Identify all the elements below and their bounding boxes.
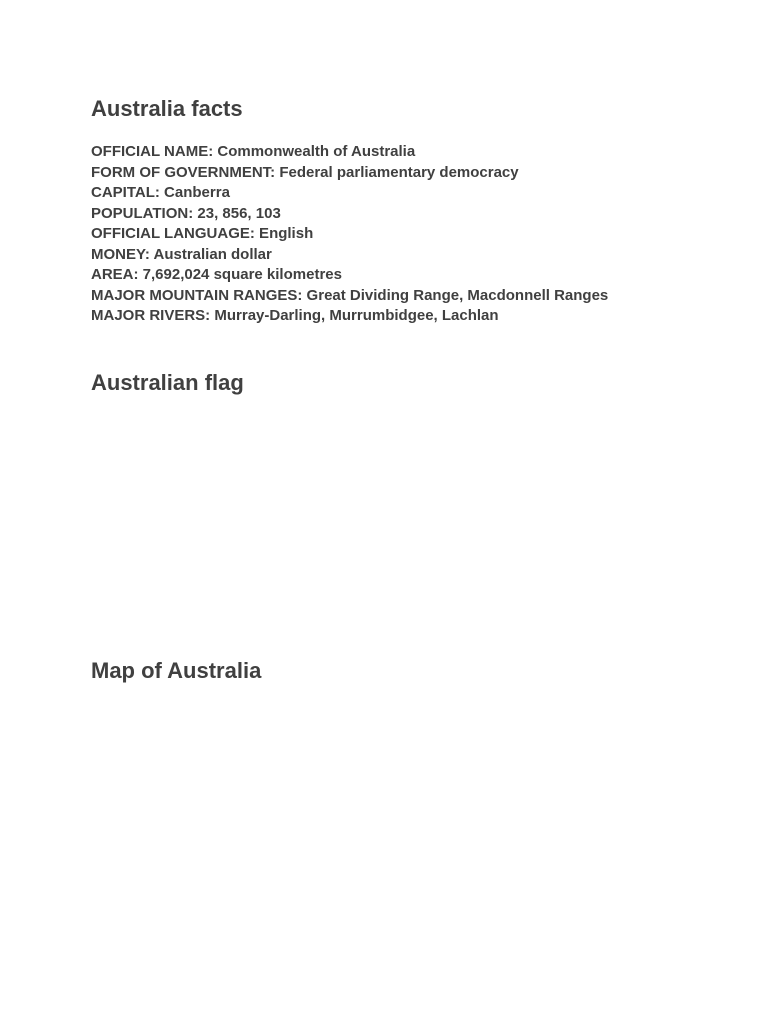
fact-major-mountain-ranges [91,286,631,307]
fact-value: Great Dividing Range, Macdonnell Ranges [302,286,609,304]
fact-label: POPULATION: [91,204,194,222]
fact-value: Federal parliamentary democracy [275,163,519,181]
fact-label: MAJOR RIVERS: [91,307,211,324]
fact-capital [91,183,631,204]
fact-label: FORM OF GOVERNMENT: [91,163,276,181]
fact-value: Commonwealth of Australia [213,143,416,160]
fact-value: Murray-Darling, Murrumbidgee, Lachlan [210,307,499,324]
fact-value: Canberra [159,184,230,201]
fact-label: MONEY: [91,245,150,263]
fact-label: OFFICIAL NAME: [91,143,214,160]
fact-official-name [91,142,631,163]
fact-official-language [91,224,631,245]
facts-list [91,142,631,327]
map-of-australia-heading: Map of Australia [91,658,262,683]
fact-population [91,204,631,225]
fact-label: MAJOR MOUNTAIN RANGES: [91,286,303,304]
fact-value: 7,692,024 square kilometres [138,266,342,283]
fact-value: English [254,225,314,242]
fact-value: Australian dollar [149,245,272,263]
australia-facts-heading: Australia facts [91,96,243,121]
fact-major-rivers [91,306,631,327]
australian-flag-heading: Australian flag [91,370,244,395]
fact-label: AREA: [91,266,139,283]
fact-money [91,245,631,266]
fact-area [91,265,631,286]
fact-value: 23, 856, 103 [193,204,281,222]
fact-form-of-government [91,163,631,184]
map-image-area [91,690,691,1010]
flag-image-area [91,400,691,650]
fact-label: CAPITAL: [91,184,160,201]
fact-label: OFFICIAL LANGUAGE: [91,225,255,242]
